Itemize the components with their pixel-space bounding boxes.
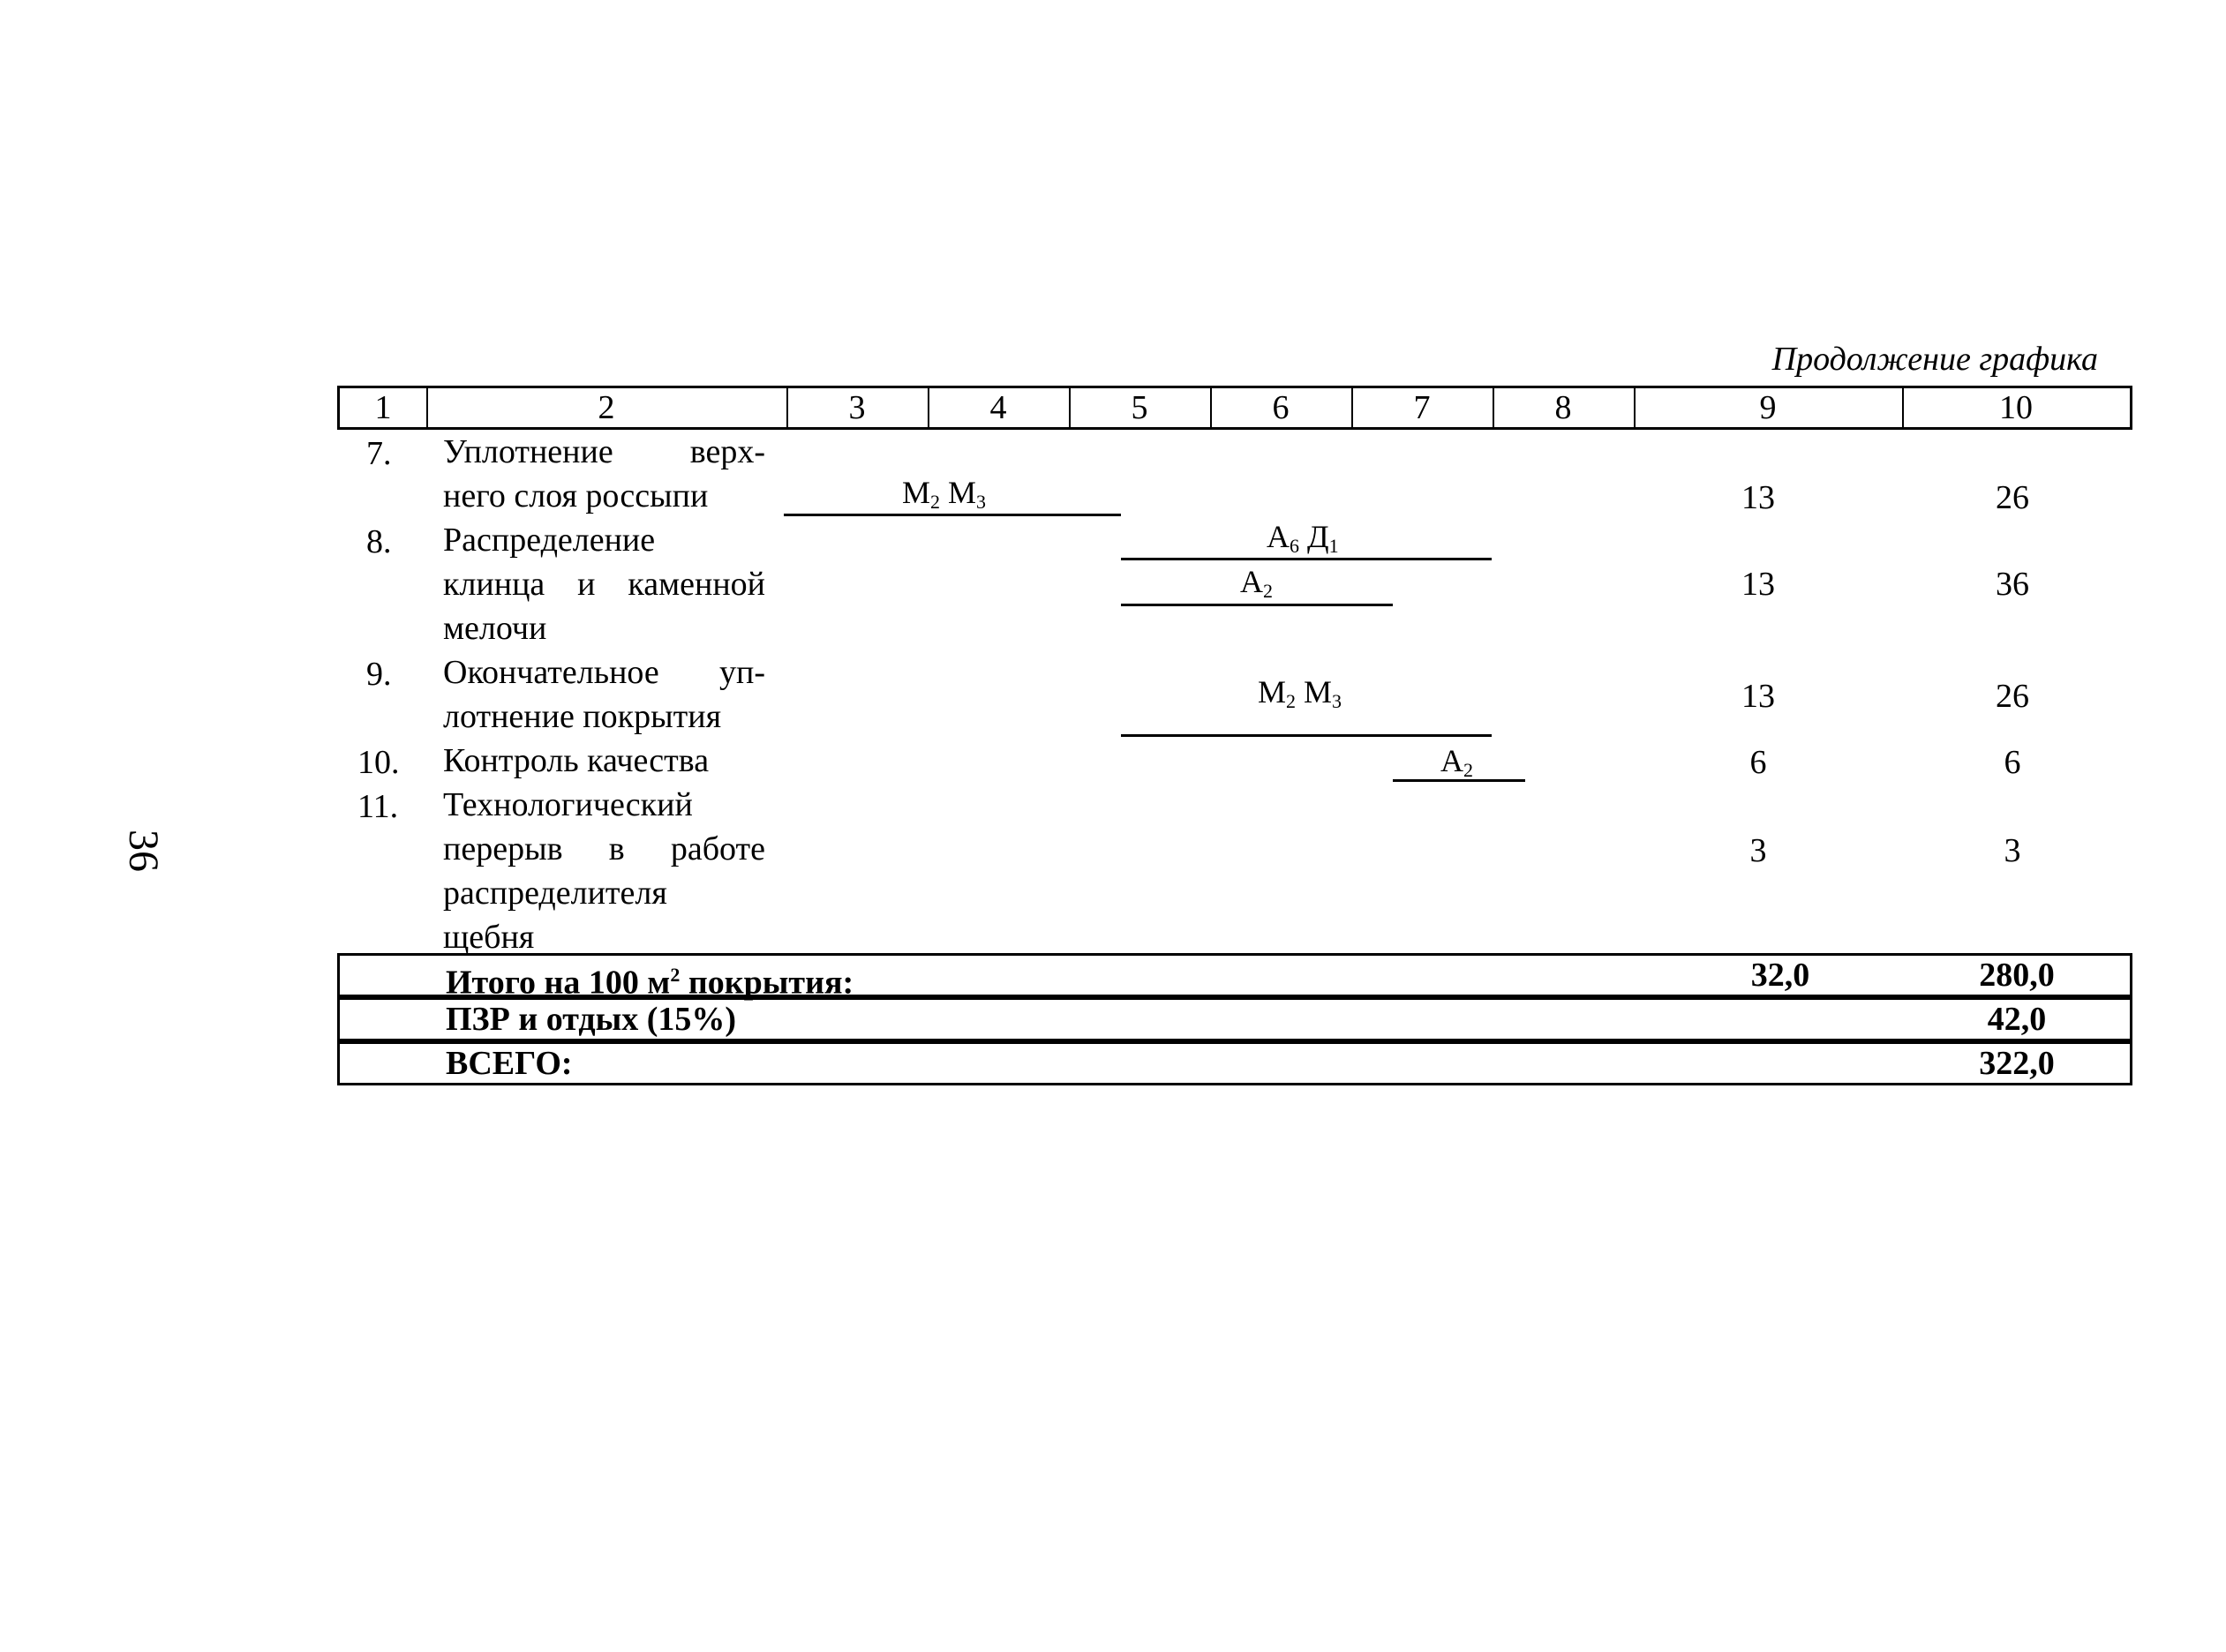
grand-total-col10: 322,0 <box>1979 1045 2055 1082</box>
gantt-bar <box>1121 558 1492 560</box>
pzr-label: ПЗР и отдых (15%) <box>446 1001 737 1038</box>
total-col9: 32,0 <box>1750 957 1810 994</box>
gantt-bar-label: $М_2$ $М_3$ <box>902 475 987 513</box>
header-col-6: 6 <box>1272 389 1290 426</box>
total-label: Итого на 100 $м^2$ покрытия: <box>446 964 854 1002</box>
row-col9-value: 13 <box>1741 566 1775 603</box>
row-col10-value: 26 <box>1996 479 2029 516</box>
row-col10-value: 6 <box>2004 744 2021 781</box>
row-name: Технологический перерыв в работе распределителя щебня <box>443 786 765 956</box>
page-number: 36 <box>120 830 167 872</box>
row-number: 10. <box>357 744 400 781</box>
row-name: Уплотнение верх- него слоя россыпи <box>443 433 765 514</box>
row-name: Контроль качества <box>443 742 710 779</box>
pzr-col10: 42,0 <box>1987 1001 2047 1038</box>
row-col9-value: 13 <box>1741 678 1775 715</box>
row-name: Окончательное уп- лотнение покрытия <box>443 654 765 735</box>
header-col-1: 1 <box>374 389 392 426</box>
grand-total-label: ВСЕГО: <box>446 1045 573 1082</box>
header-col-4: 4 <box>989 389 1007 426</box>
header-col-3: 3 <box>848 389 866 426</box>
row-col10-value: 3 <box>2004 832 2021 869</box>
total-col10: 280,0 <box>1979 957 2055 994</box>
pzr-row <box>337 997 2132 1041</box>
gantt-bar-label: $А_6$ $Д_1$ <box>1267 519 1339 557</box>
table-header-row <box>337 386 2132 430</box>
row-col10-value: 36 <box>1996 566 2029 603</box>
header-col-5: 5 <box>1131 389 1148 426</box>
header-col-10: 10 <box>1999 389 2033 426</box>
gantt-bar <box>1393 779 1525 782</box>
gantt-bar <box>1121 604 1393 606</box>
gantt-bar-label: $А_2$ <box>1240 564 1273 602</box>
row-number: 11. <box>357 788 399 825</box>
row-col9-value: 13 <box>1741 479 1775 516</box>
row-col9-value: 6 <box>1749 744 1767 781</box>
header-col-2: 2 <box>598 389 615 426</box>
total-row <box>337 953 2132 1002</box>
row-col10-value: 26 <box>1996 678 2029 715</box>
row-col9-value: 3 <box>1749 832 1767 869</box>
table-caption: Продолжение графика <box>1771 341 2098 378</box>
header-col-8: 8 <box>1554 389 1572 426</box>
grand-total-row <box>337 1041 2132 1085</box>
gantt-bar <box>1121 734 1492 737</box>
gantt-bar <box>784 514 1121 516</box>
gantt-bar-label: $А_2$ <box>1440 743 1473 781</box>
header-col-7: 7 <box>1413 389 1431 426</box>
row-number: 7. <box>366 435 392 472</box>
gantt-bar-label: $М_2$ $М_3$ <box>1258 674 1342 712</box>
row-name: Распределение клинца и каменной мелочи <box>443 522 765 647</box>
row-number: 9. <box>366 656 392 693</box>
header-col-9: 9 <box>1759 389 1777 426</box>
row-number: 8. <box>366 523 392 560</box>
